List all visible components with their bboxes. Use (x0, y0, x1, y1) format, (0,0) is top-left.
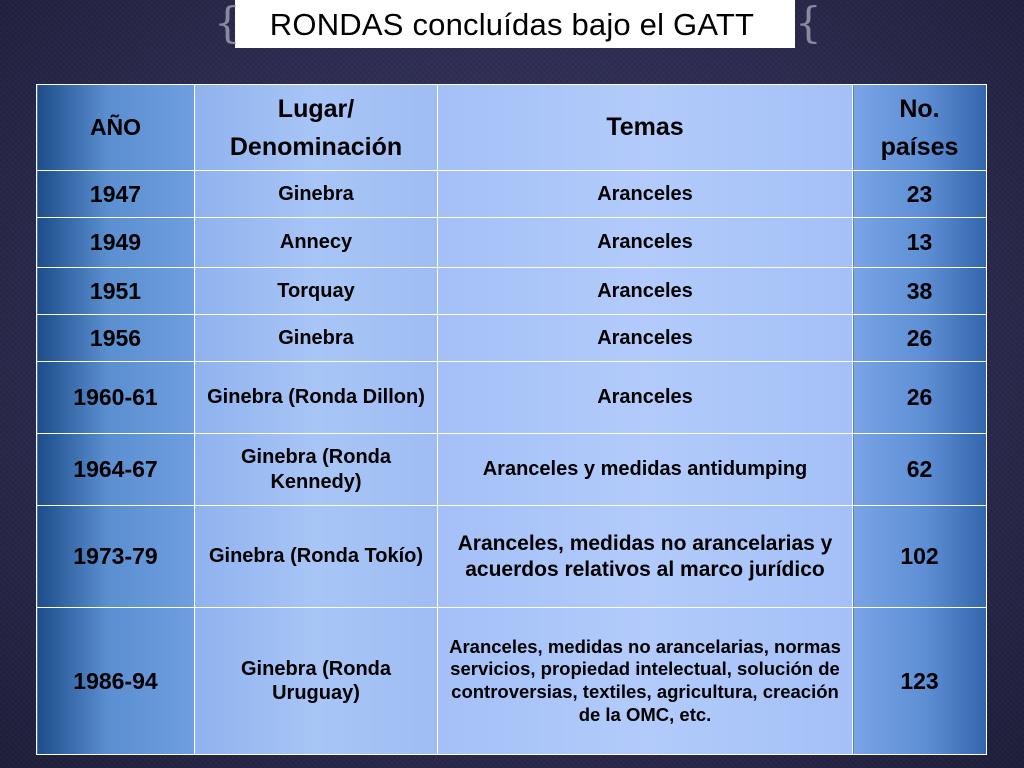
cell-countries: 123 (853, 608, 987, 755)
cell-place: Ginebra (Ronda Dillon) (195, 362, 438, 434)
table-row (37, 506, 987, 608)
slide-title: RONDAS concluídas bajo el GATT (269, 7, 755, 42)
cell-topics: Aranceles y medidas antidumping (438, 434, 853, 506)
cell-topics: Aranceles, medidas no arancelarias, normas servicios, propiedad intelectual, solución de controversias, textiles, agricultura, creación de la OMC, etc. (438, 608, 853, 755)
table-row (37, 434, 987, 506)
table-row (37, 362, 987, 434)
header-place (195, 85, 438, 171)
header-countries-line1: No. (899, 94, 940, 123)
table-row (37, 268, 987, 315)
table-row (37, 315, 987, 362)
right-brace-decoration: { (795, 0, 822, 47)
cell-place: Ginebra (195, 171, 438, 218)
cell-topics: Aranceles (438, 315, 853, 362)
cell-topics: Aranceles (438, 268, 853, 315)
cell-topics: Aranceles (438, 218, 853, 268)
cell-year: 1964-67 (37, 434, 195, 506)
cell-year: 1956 (37, 315, 195, 362)
cell-place: Ginebra (Ronda Kennedy) (195, 434, 438, 506)
cell-place: Ginebra (Ronda Tokío) (195, 506, 438, 608)
header-year: AÑO (37, 85, 195, 171)
cell-year: 1949 (37, 218, 195, 268)
gatt-rounds-table (36, 84, 987, 755)
cell-countries: 23 (853, 171, 987, 218)
cell-topics: Aranceles (438, 171, 853, 218)
table-row (37, 218, 987, 268)
header-countries-line2: países (880, 132, 959, 161)
cell-countries: 13 (853, 218, 987, 268)
cell-countries: 102 (853, 506, 987, 608)
cell-countries: 38 (853, 268, 987, 315)
cell-topics: Aranceles (438, 362, 853, 434)
left-brace-decoration: { (214, 0, 241, 47)
cell-place: Ginebra (195, 315, 438, 362)
cell-year: 1951 (37, 268, 195, 315)
table-header-row (37, 85, 987, 171)
cell-year: 1947 (37, 171, 195, 218)
cell-countries: 62 (853, 434, 987, 506)
table-row (37, 171, 987, 218)
table-row (37, 608, 987, 755)
cell-year: 1986-94 (37, 608, 195, 755)
header-countries (853, 85, 987, 171)
cell-place: Annecy (195, 218, 438, 268)
cell-countries: 26 (853, 362, 987, 434)
header-place-line1: Lugar/ (277, 94, 355, 123)
header-topics: Temas (438, 85, 853, 171)
cell-place: Torquay (195, 268, 438, 315)
cell-countries: 26 (853, 315, 987, 362)
cell-topics: Aranceles, medidas no arancelarias y acuerdos relativos al marco jurídico (438, 506, 853, 608)
cell-year: 1960-61 (37, 362, 195, 434)
cell-year: 1973-79 (37, 506, 195, 608)
header-place-line2: Denominación (229, 132, 403, 161)
cell-place: Ginebra (Ronda Uruguay) (195, 608, 438, 755)
